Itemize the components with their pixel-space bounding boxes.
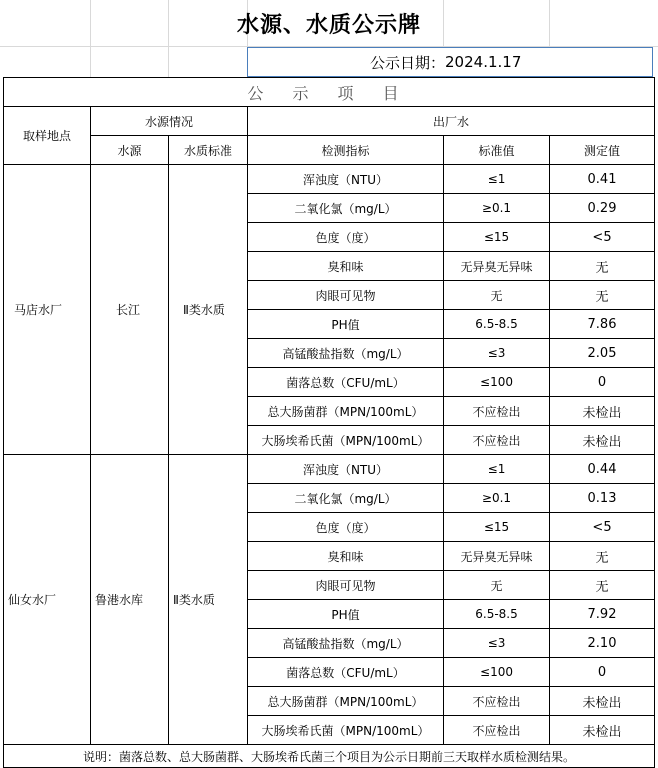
standard-value-cell: ≥0.1: [444, 194, 550, 223]
standard-value-cell: 无异臭无异味: [444, 542, 550, 571]
indicator-cell: 浑浊度（NTU）: [248, 165, 444, 194]
measured-value-cell: 2.05: [550, 339, 655, 368]
measured-value-cell: 未检出: [550, 397, 655, 426]
header-indicator: 检测指标: [248, 136, 444, 165]
date-cell[interactable]: [247, 47, 653, 77]
header-standard-class: 水质标准: [169, 136, 248, 165]
measured-value-cell: 0.29: [550, 194, 655, 223]
indicator-cell: 浑浊度（NTU）: [248, 455, 444, 484]
measured-value-cell: 7.86: [550, 310, 655, 339]
standard-value-cell: 6.5-8.5: [444, 600, 550, 629]
indicator-cell: 总大肠菌群（MPN/100mL）: [248, 397, 444, 426]
header-standard-value: 标准值: [444, 136, 550, 165]
measured-value-cell: 无: [550, 252, 655, 281]
table-row: [4, 165, 655, 194]
plant-site-cell: 仙女水厂: [4, 455, 91, 745]
indicator-cell: 高锰酸盐指数（mg/L）: [248, 629, 444, 658]
standard-value-cell: ≤3: [444, 629, 550, 658]
water-quality-table: [3, 77, 655, 768]
standard-value-cell: ≤15: [444, 223, 550, 252]
measured-value-cell: 无: [550, 571, 655, 600]
footnote: 说明：菌落总数、总大肠菌群、大肠埃希氏菌三个项目为公示日期前三天取样水质检测结果。: [4, 745, 655, 768]
measured-value-cell: 无: [550, 542, 655, 571]
section-heading: 公 示 项 目: [4, 78, 655, 107]
header-source: 水源: [91, 136, 169, 165]
measured-value-cell: 0: [550, 368, 655, 397]
indicator-cell: 二氧化氯（mg/L）: [248, 484, 444, 513]
indicator-cell: 肉眼可见物: [248, 571, 444, 600]
standard-value-cell: 无: [444, 281, 550, 310]
measured-value-cell: 2.10: [550, 629, 655, 658]
plant-site-cell: 马店水厂: [4, 165, 91, 455]
measured-value-cell: 0.41: [550, 165, 655, 194]
standard-value-cell: ≤15: [444, 513, 550, 542]
standard-value-cell: ≤100: [444, 658, 550, 687]
indicator-cell: 菌落总数（CFU/mL）: [248, 368, 444, 397]
standard-value-cell: 无: [444, 571, 550, 600]
header-measured: 测定值: [550, 136, 655, 165]
plant-source-cell: 长江: [91, 165, 169, 455]
indicator-cell: 臭和味: [248, 252, 444, 281]
indicator-cell: 二氧化氯（mg/L）: [248, 194, 444, 223]
measured-value-cell: 未检出: [550, 426, 655, 455]
table-row: [4, 455, 655, 484]
standard-value-cell: 不应检出: [444, 716, 550, 745]
standard-value-cell: ≤1: [444, 455, 550, 484]
plant-class-cell: Ⅱ类水质: [169, 455, 248, 745]
measured-value-cell: 0: [550, 658, 655, 687]
standard-value-cell: ≥0.1: [444, 484, 550, 513]
page-title: 水源、水质公示牌: [236, 12, 421, 38]
indicator-cell: 肉眼可见物: [248, 281, 444, 310]
standard-value-cell: 不应检出: [444, 687, 550, 716]
indicator-cell: 高锰酸盐指数（mg/L）: [248, 339, 444, 368]
indicator-cell: 色度（度）: [248, 513, 444, 542]
header-site: 取样地点: [4, 107, 91, 165]
standard-value-cell: 不应检出: [444, 397, 550, 426]
measured-value-cell: 0.44: [550, 455, 655, 484]
indicator-cell: PH值: [248, 310, 444, 339]
standard-value-cell: 无异臭无异味: [444, 252, 550, 281]
indicator-cell: 大肠埃希氏菌（MPN/100mL）: [248, 716, 444, 745]
standard-value-cell: 不应检出: [444, 426, 550, 455]
indicator-cell: 大肠埃希氏菌（MPN/100mL）: [248, 426, 444, 455]
standard-value-cell: ≤100: [444, 368, 550, 397]
measured-value-cell: 0.13: [550, 484, 655, 513]
standard-value-cell: 6.5-8.5: [444, 310, 550, 339]
standard-value-cell: ≤1: [444, 165, 550, 194]
indicator-cell: 总大肠菌群（MPN/100mL）: [248, 687, 444, 716]
measured-value-cell: 未检出: [550, 687, 655, 716]
date-value: 2024.1.17: [445, 53, 522, 71]
indicator-cell: PH值: [248, 600, 444, 629]
indicator-cell: 臭和味: [248, 542, 444, 571]
measured-value-cell: 未检出: [550, 716, 655, 745]
header-outlet: 出厂水: [248, 107, 655, 136]
measured-value-cell: 7.92: [550, 600, 655, 629]
measured-value-cell: <5: [550, 223, 655, 252]
indicator-cell: 色度（度）: [248, 223, 444, 252]
standard-value-cell: ≤3: [444, 339, 550, 368]
header-source-info: 水源情况: [91, 107, 248, 136]
date-label: 公示日期：: [370, 53, 446, 72]
plant-class-cell: Ⅱ类水质: [169, 165, 248, 455]
measured-value-cell: 无: [550, 281, 655, 310]
plant-source-cell: 鲁港水库: [91, 455, 169, 745]
indicator-cell: 菌落总数（CFU/mL）: [248, 658, 444, 687]
measured-value-cell: <5: [550, 513, 655, 542]
